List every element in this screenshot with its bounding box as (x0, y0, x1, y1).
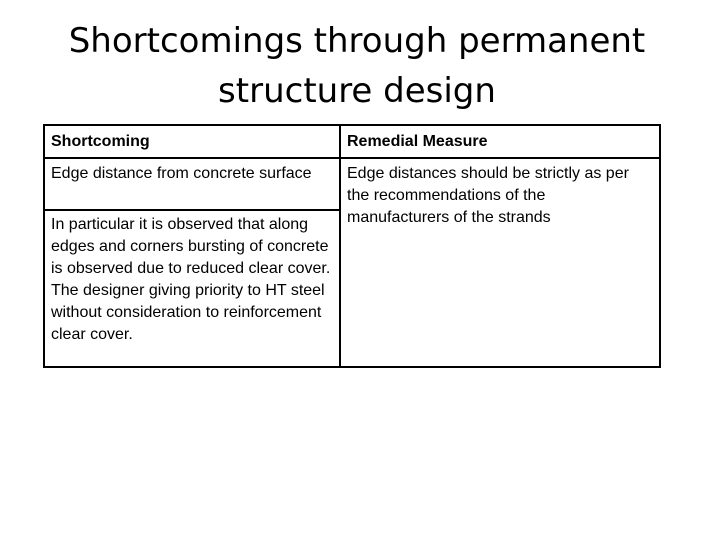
header-row-divider (45, 157, 659, 159)
shortcoming-row-divider (45, 209, 339, 211)
shortcoming-cell-description: In particular it is observed that along edges and corners bursting of concrete is observed due to reduced clear cover. The designer giving priority to HT steel without consideration to reinforcement clear cover. (51, 216, 331, 343)
header-remedial-measure: Remedial Measure (347, 133, 488, 150)
slide-title-line-2: structure design (218, 71, 496, 111)
column-divider (339, 126, 341, 366)
shortcomings-table (43, 124, 661, 368)
header-shortcoming: Shortcoming (51, 133, 150, 150)
shortcoming-cell-edge-distance: Edge distance from concrete surface (51, 165, 312, 182)
remedial-measure-cell: Edge distances should be strictly as per the recommendations of the manufacturers of the strands (347, 165, 629, 226)
slide-title-line-1: Shortcomings through permanent (68, 21, 646, 61)
slide-title (0, 16, 714, 116)
